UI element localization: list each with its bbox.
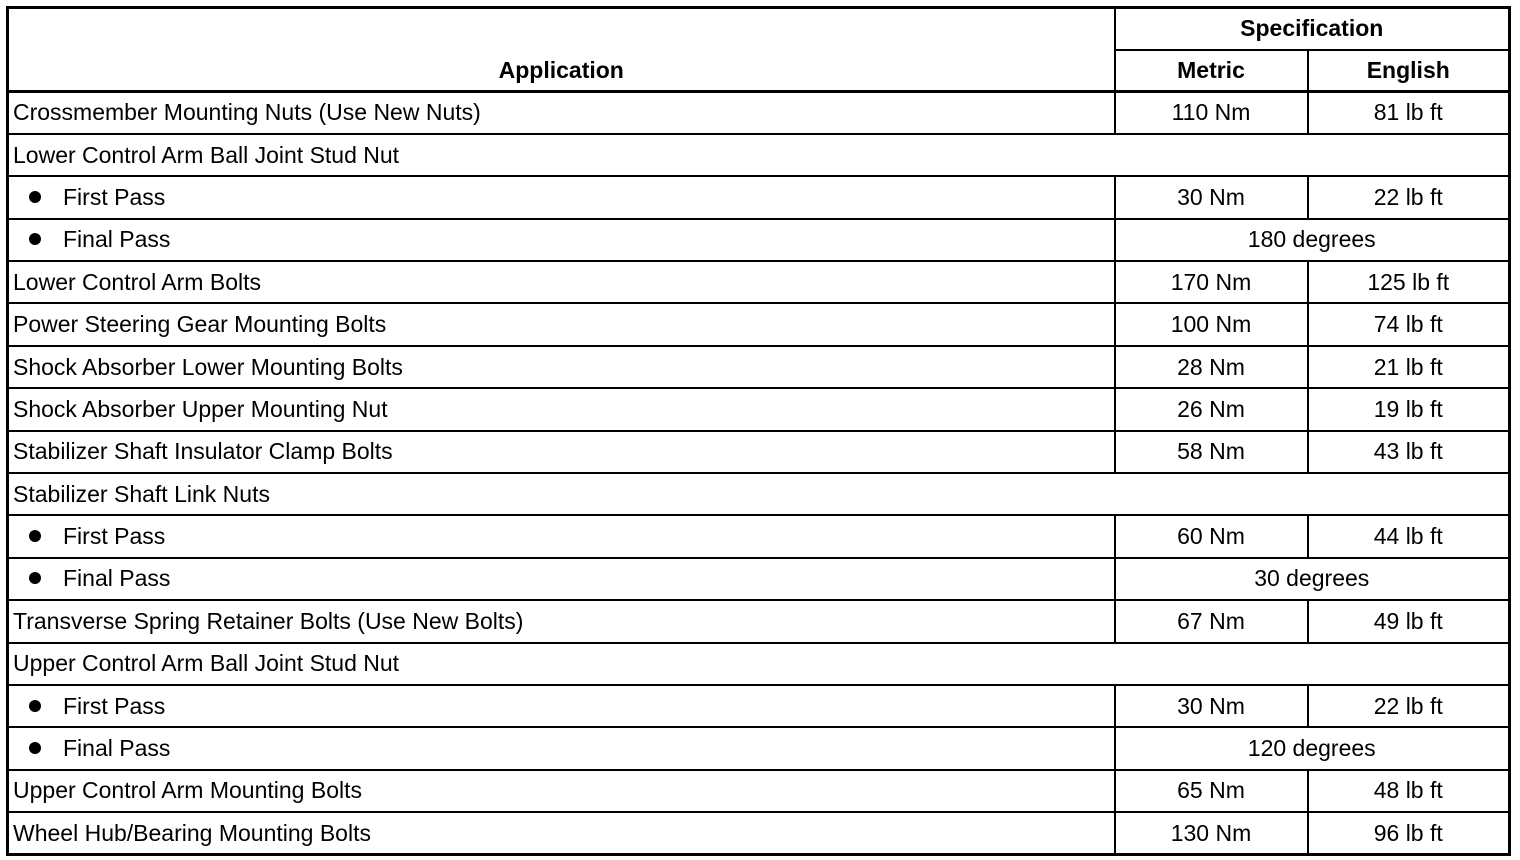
spec-angle-cell: 180 degrees <box>1115 219 1510 261</box>
table-row <box>8 92 1510 134</box>
application-label: Crossmember Mounting Nuts (Use New Nuts) <box>13 99 481 126</box>
application-cell <box>8 600 1115 642</box>
application-cell <box>8 473 1510 515</box>
application-cell <box>8 643 1510 685</box>
english-cell: 48 lb ft <box>1308 770 1510 812</box>
application-label: Stabilizer Shaft Link Nuts <box>13 480 270 507</box>
table-row <box>8 388 1510 430</box>
application-cell <box>8 388 1115 430</box>
metric-cell: 110 Nm <box>1115 92 1308 134</box>
bullet-icon <box>29 191 41 203</box>
metric-cell: 28 Nm <box>1115 346 1308 388</box>
application-cell <box>8 92 1115 134</box>
application-cell <box>8 346 1115 388</box>
english-cell: 21 lb ft <box>1308 346 1510 388</box>
metric-cell: 170 Nm <box>1115 261 1308 303</box>
table-row <box>8 685 1510 727</box>
table-row <box>8 770 1510 812</box>
table-row <box>8 558 1510 600</box>
application-cell <box>8 261 1115 303</box>
english-cell: 44 lb ft <box>1308 515 1510 557</box>
bullet-icon <box>29 572 41 584</box>
english-cell: 81 lb ft <box>1308 92 1510 134</box>
table-row <box>8 812 1510 854</box>
application-label: Upper Control Arm Ball Joint Stud Nut <box>13 650 400 677</box>
metric-cell: 30 Nm <box>1115 685 1308 727</box>
english-cell: 19 lb ft <box>1308 388 1510 430</box>
metric-cell: 67 Nm <box>1115 600 1308 642</box>
application-cell <box>8 515 1115 557</box>
application-label: Upper Control Arm Mounting Bolts <box>13 777 362 804</box>
table-row <box>8 727 1510 769</box>
spec-table-body <box>8 92 1510 855</box>
application-label: Shock Absorber Lower Mounting Bolts <box>13 353 403 380</box>
application-cell <box>8 219 1115 261</box>
english-cell: 22 lb ft <box>1308 176 1510 218</box>
metric-cell: 60 Nm <box>1115 515 1308 557</box>
bullet-icon <box>29 530 41 542</box>
table-row <box>8 303 1510 345</box>
table-row <box>8 261 1510 303</box>
application-cell <box>8 431 1115 473</box>
table-row <box>8 219 1510 261</box>
application-label: Final Pass <box>63 565 171 592</box>
application-label: Wheel Hub/Bearing Mounting Bolts <box>13 819 371 846</box>
application-cell <box>8 558 1115 600</box>
english-header: English <box>1308 50 1510 92</box>
application-label: Power Steering Gear Mounting Bolts <box>13 311 387 338</box>
application-label: First Pass <box>63 183 166 210</box>
table-row <box>8 515 1510 557</box>
application-cell <box>8 812 1115 854</box>
application-cell <box>8 685 1115 727</box>
table-row <box>8 473 1510 515</box>
application-cell <box>8 134 1510 176</box>
metric-header: Metric <box>1115 50 1308 92</box>
application-label: Transverse Spring Retainer Bolts (Use New Bolts) <box>13 607 524 634</box>
english-cell: 49 lb ft <box>1308 600 1510 642</box>
table-row <box>8 431 1510 473</box>
english-cell: 22 lb ft <box>1308 685 1510 727</box>
metric-cell: 30 Nm <box>1115 176 1308 218</box>
english-cell: 96 lb ft <box>1308 812 1510 854</box>
bullet-icon <box>29 233 41 245</box>
application-label: First Pass <box>63 692 166 719</box>
spec-angle-cell: 120 degrees <box>1115 727 1510 769</box>
table-row <box>8 643 1510 685</box>
torque-spec-table <box>6 6 1511 856</box>
application-label: Lower Control Arm Ball Joint Stud Nut <box>13 141 400 168</box>
metric-cell: 100 Nm <box>1115 303 1308 345</box>
specification-header: Specification <box>1115 8 1510 50</box>
english-cell: 43 lb ft <box>1308 431 1510 473</box>
english-cell: 74 lb ft <box>1308 303 1510 345</box>
application-label: Stabilizer Shaft Insulator Clamp Bolts <box>13 438 393 465</box>
table-row <box>8 346 1510 388</box>
table-row <box>8 176 1510 218</box>
application-label: Shock Absorber Upper Mounting Nut <box>13 395 388 422</box>
table-row <box>8 600 1510 642</box>
spec-angle-cell: 30 degrees <box>1115 558 1510 600</box>
application-cell <box>8 303 1115 345</box>
application-cell <box>8 727 1115 769</box>
application-cell <box>8 176 1115 218</box>
table-row <box>8 134 1510 176</box>
application-cell <box>8 770 1115 812</box>
application-label: Final Pass <box>63 226 171 253</box>
english-cell: 125 lb ft <box>1308 261 1510 303</box>
metric-cell: 58 Nm <box>1115 431 1308 473</box>
metric-cell: 130 Nm <box>1115 812 1308 854</box>
metric-cell: 26 Nm <box>1115 388 1308 430</box>
application-header: Application <box>8 8 1115 92</box>
bullet-icon <box>29 700 41 712</box>
metric-cell: 65 Nm <box>1115 770 1308 812</box>
application-label: Final Pass <box>63 735 171 762</box>
bullet-icon <box>29 742 41 754</box>
application-label: First Pass <box>63 523 166 550</box>
application-label: Lower Control Arm Bolts <box>13 268 261 295</box>
